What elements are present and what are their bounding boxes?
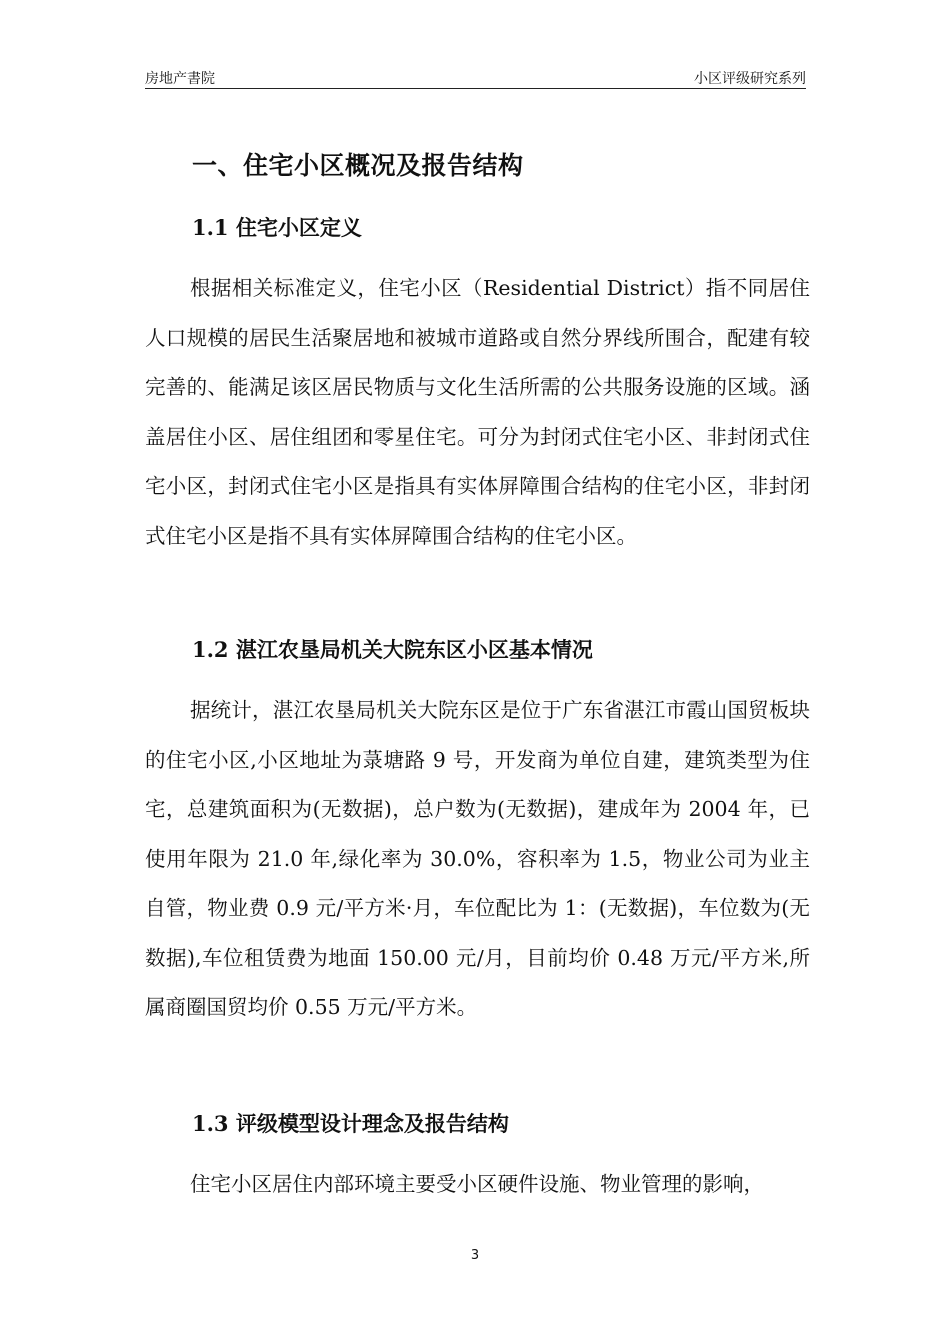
subsection-heading-1-3: 1.3 评级模型设计理念及报告结构 <box>192 1111 509 1136</box>
header-right-title: 小区评级研究系列 <box>694 71 806 87</box>
page-header <box>145 62 806 89</box>
paragraph-model-design: 住宅小区居住内部环境主要受小区硬件设施、物业管理的影响， <box>190 1172 764 1196</box>
paragraph-definition: 根据相关标准定义，住宅小区（Residential District）指不同居住人口规模的居民生活聚居地和被城市道路或自然分界线所围合，配建有较完善的、能满足该区居民物质与文化生活所需的公共服务设施的区域。涵盖居住小区、居住组团和零星住宅。可分为封闭式住宅小区、非封闭式住宅小区，封闭式住宅小区是指具有实体屏障围合结构的住宅小区，非封闭式住宅小区是指不具有实体屏障围合结构的住宅小区。 <box>145 276 810 548</box>
subsection-heading-1-1: 1.1 住宅小区定义 <box>192 215 362 240</box>
subsection-heading-1-2: 1.2 湛江农垦局机关大院东区小区基本情况 <box>192 637 593 662</box>
paragraph-basic-info: 据统计，湛江农垦局机关大院东区是位于广东省湛江市霞山国贸板块的住宅小区,小区地址为菉塘路 9 号，开发商为单位自建，建筑类型为住宅，总建筑面积为(无数据)，总户数为(无数据)，建成年为 2004 年，已使用年限为 21.0 年,绿化率为 30.0%，容积率为 1.5，物业公司为业主自管，物业费 0.9 元/平方米·月，车位配比为 1：(无数据)，车位数为(无数据),车位租赁费为地面 150.00 元/月，目前均价 0.48 万元/平方米,所属商圈国贸均价 0.55 万元/平方米。 <box>145 698 810 1019</box>
section-title: 一、住宅小区概况及报告结构 <box>192 151 524 180</box>
header-left-title: 房地产書院 <box>145 71 215 87</box>
page-number: 3 <box>470 1248 480 1263</box>
